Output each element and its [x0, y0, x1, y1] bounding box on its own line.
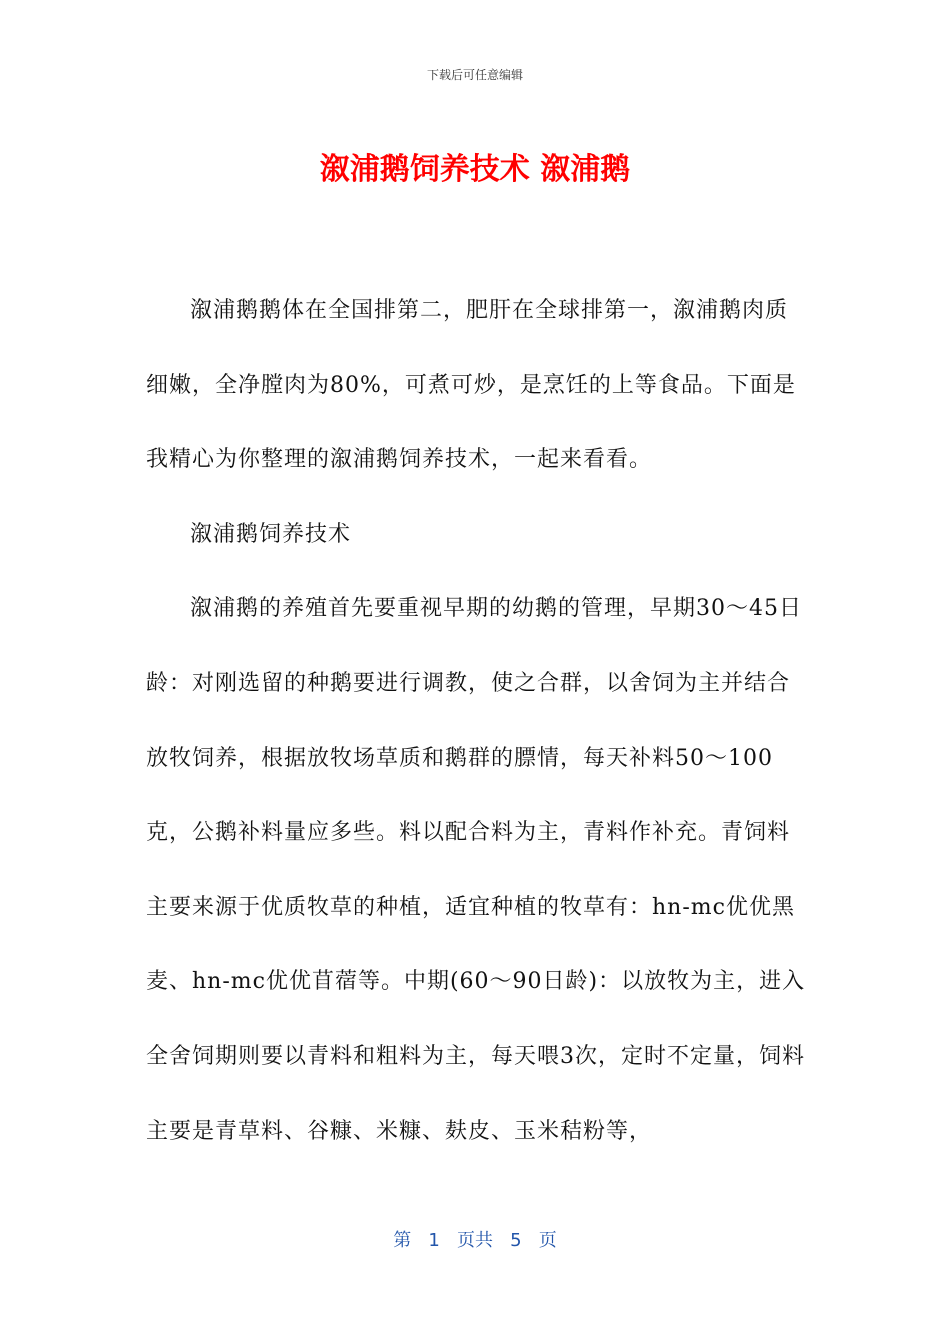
- document-title: 溆浦鹅饲养技术 溆浦鹅: [319, 152, 631, 187]
- footer-total-pages: 5: [510, 1230, 522, 1251]
- footer-suffix: 页: [538, 1230, 557, 1251]
- document-body: [146, 274, 806, 1169]
- paragraph-section-heading: 溆浦鹅饲养技术: [190, 521, 352, 547]
- paragraph-intro: 溆浦鹅鹅体在全国排第二，肥肝在全球排第一，溆浦鹅肉质细嫩，全净膛肉为80%，可煮可炒，是烹饪的上等食品。下面是我精心为你整理的溆浦鹅饲养技术，一起来看看。: [146, 298, 796, 473]
- footer-current-page: 1: [428, 1230, 440, 1251]
- footer-prefix: 第: [393, 1230, 412, 1251]
- header-note: 下载后可任意编辑: [426, 68, 523, 82]
- footer-mid: 页共: [457, 1230, 493, 1251]
- page-footer: [0, 1226, 950, 1252]
- paragraph-feeding-details: 溆浦鹅的养殖首先要重视早期的幼鹅的管理，早期30～45日龄：对刚选留的种鹅要进行调教，使之合群，以舍饲为主并结合放牧饲养，根据放牧场草质和鹅群的膘情，每天补料50～100克，公鹅补料量应多些。料以配合料为主，青料作补充。青饲料主要来源于优质牧草的种植，适宜种植的牧草有：hn-mc优优黑麦、hn-mc优优苜蓿等。中期(60～90日龄)：以放牧为主，进入全舍饲期则要以青料和粗料为主，每天喂3次，定时不定量，饲料主要是青草料、谷糠、米糠、麸皮、玉米秸粉等，: [146, 596, 806, 1144]
